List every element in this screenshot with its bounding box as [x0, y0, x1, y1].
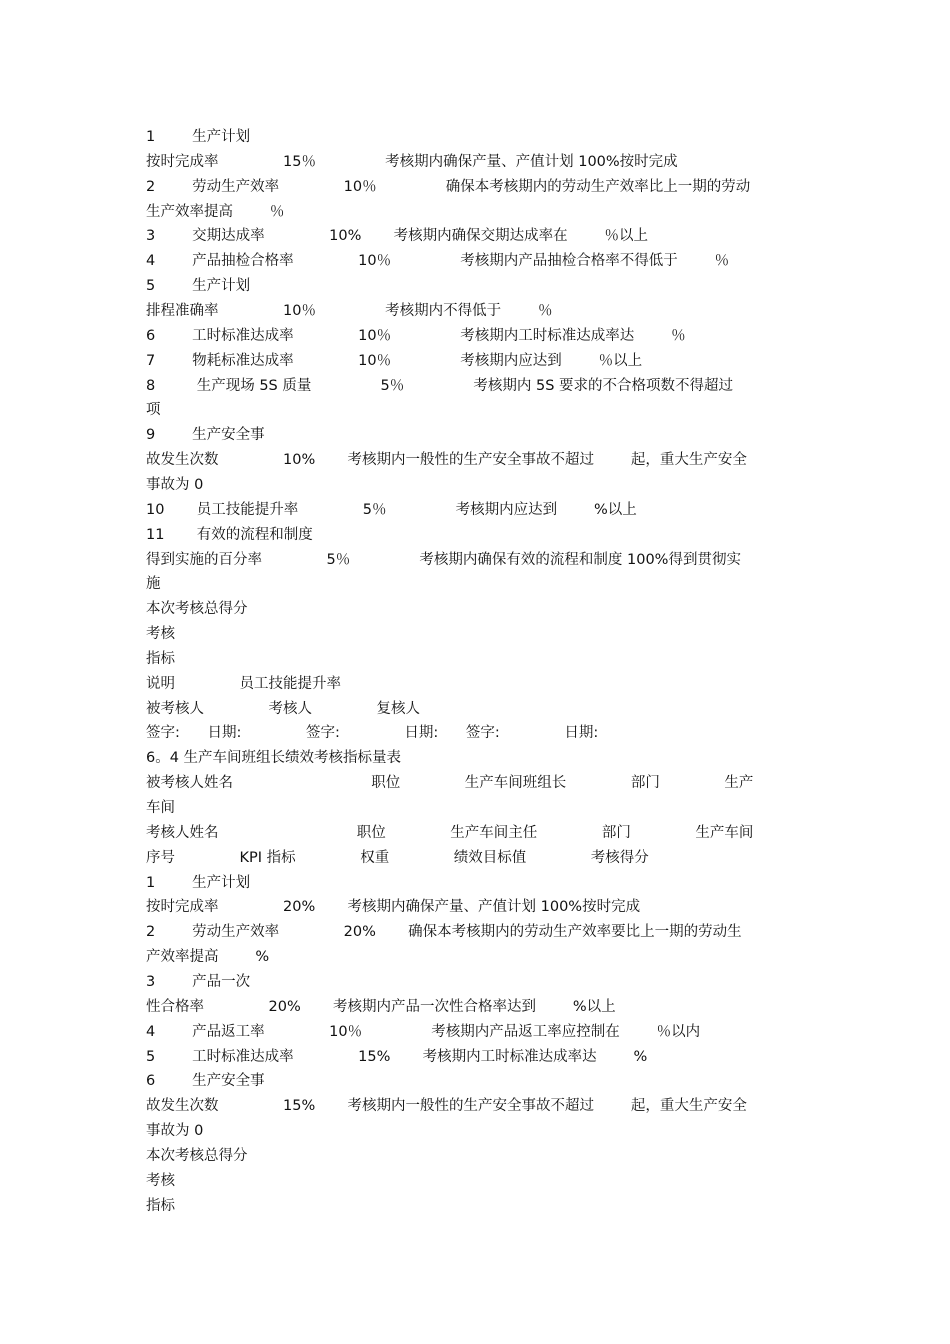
text-line: 得到实施的百分率 5％ 考核期内确保有效的流程和制度 100%得到贯彻实 — [146, 551, 741, 568]
text-line: 施 — [146, 576, 161, 593]
text-line: 序号 KPI 指标 权重 绩效目标值 考核得分 — [146, 849, 649, 866]
text-line: 6 工时标准达成率 10％ 考核期内工时标准达成率达 ％ — [146, 327, 686, 344]
text-line: 2 劳动生产效率 20% 确保本考核期内的劳动生产效率要比上一期的劳动生 — [146, 924, 742, 941]
text-line: 指标 — [146, 650, 175, 667]
text-line: 本次考核总得分 — [146, 601, 248, 618]
text-line: 故发生次数 15% 考核期内一般性的生产安全事故不超过 起，重大生产安全 — [146, 1098, 747, 1115]
text-line: 考核 — [146, 1172, 175, 1189]
text-line: 按时完成率 20% 考核期内确保产量、产值计划 100%按时完成 — [146, 899, 641, 916]
text-line: 车间 — [146, 800, 175, 816]
text-line: 排程准确率 10％ 考核期内不得低于 ％ — [146, 303, 553, 319]
text-line: 5 工时标准达成率 15% 考核期内工时标准达成率达 % — [146, 1048, 648, 1065]
text-line: 签字: 日期: 签字: 日期: 签字: 日期: — [146, 725, 599, 742]
text-line: 说明 员工技能提升率 — [146, 675, 342, 692]
text-line: 产效率提高 % — [146, 949, 270, 966]
text-line: 考核人姓名 职位 生产车间主任 部门 生产车间 — [146, 824, 754, 841]
text-line: 10 员工技能提升率 5％ 考核期内应达到 %以上 — [146, 501, 637, 518]
text-line: 故发生次数 10% 考核期内一般性的生产安全事故不超过 起，重大生产安全 — [146, 452, 747, 469]
text-line: 指标 — [146, 1197, 175, 1214]
text-line: 按时完成率 15％ 考核期内确保产量、产值计划 100%按时完成 — [146, 153, 678, 170]
text-line: 性合格率 20% 考核期内产品一次性合格率达到 %以上 — [146, 998, 616, 1015]
text-line: 生产效率提高 ％ — [146, 203, 285, 220]
text-line: 被考核人 考核人 复核人 — [146, 700, 421, 717]
text-line: 本次考核总得分 — [146, 1147, 248, 1164]
text-line: 7 物耗标准达成率 10％ 考核期内应达到 ％以上 — [146, 352, 643, 369]
text-line: 考核 — [146, 626, 175, 642]
text-line: 1 生产计划 — [146, 874, 251, 891]
text-line: 6 生产安全事 — [146, 1073, 265, 1090]
text-line: 3 产品一次 — [146, 973, 251, 990]
text-line: 9 生产安全事 — [146, 427, 265, 444]
text-line: 项 — [146, 402, 161, 419]
text-line: 事故为 0 — [146, 1123, 204, 1139]
text-line: 4 产品抽检合格率 10％ 考核期内产品抽检合格率不得低于 ％ — [146, 253, 730, 270]
text-line: 事故为 0 — [146, 476, 204, 493]
text-line: 5 生产计划 — [146, 278, 251, 295]
text-line: 11 有效的流程和制度 — [146, 526, 313, 543]
text-line: 2 劳动生产效率 10％ 确保本考核期内的劳动生产效率比上一期的劳动 — [146, 178, 751, 195]
text-line: 8 生产现场 5S 质量 5％ 考核期内 5S 要求的不合格项数不得超过 — [146, 377, 734, 394]
text-line: 4 产品返工率 10％ 考核期内产品返工率应控制在 ％以内 — [146, 1023, 701, 1040]
text-line: 6。4 生产车间班组长绩效考核指标量表 — [146, 750, 402, 767]
text-line: 1 生产计划 — [146, 129, 251, 145]
text-line: 被考核人姓名 职位 生产车间班组长 部门 生产 — [146, 775, 754, 792]
text-line: 3 交期达成率 10% 考核期内确保交期达成率在 ％以上 — [146, 228, 648, 245]
